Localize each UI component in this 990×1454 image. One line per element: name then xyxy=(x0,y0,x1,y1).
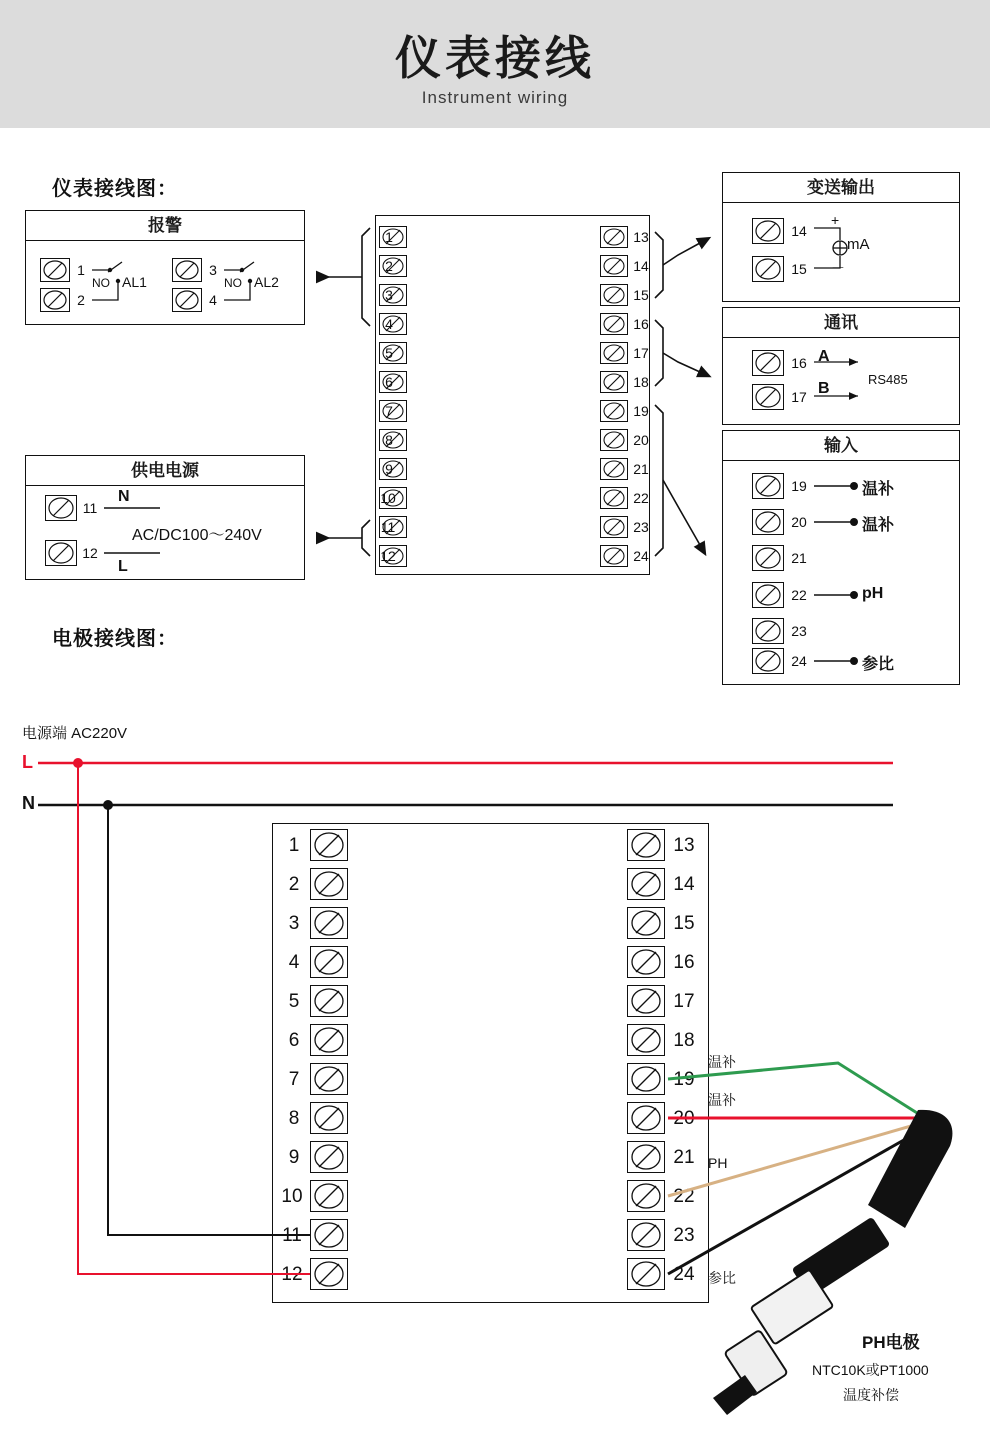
transmit-terminal-14: 14 xyxy=(791,223,807,239)
meter-top-left-num-5: 5 xyxy=(385,345,393,361)
meter-top-right-terminal-17 xyxy=(600,342,628,364)
line-n-label: N xyxy=(22,793,35,813)
screw-terminal-icon xyxy=(45,540,77,566)
screw-terminal-icon xyxy=(752,582,784,608)
meter-bottom-right-terminal-19 xyxy=(627,1063,665,1095)
screw-terminal-icon xyxy=(752,648,784,674)
meter-top-left-num-10: 10 xyxy=(380,490,396,506)
screw-terminal-icon xyxy=(172,258,202,282)
screw-terminal-icon xyxy=(172,288,202,312)
meter-top-right-num-17: 17 xyxy=(633,345,649,361)
comm-a-label: A xyxy=(818,348,830,365)
meter-bottom-right-num-24: 24 xyxy=(673,1264,695,1285)
screw-terminal-icon xyxy=(40,288,70,312)
input-terminal-22: 22 xyxy=(791,587,807,603)
meter-bottom-left-terminal-8 xyxy=(310,1102,348,1134)
meter-bottom-right-num-18: 18 xyxy=(673,1030,695,1051)
screw-terminal-icon xyxy=(752,256,784,282)
meter-bottom-left-terminal-1 xyxy=(310,829,348,861)
meter-bottom-right-num-16: 16 xyxy=(673,952,695,973)
power-terminal-12: 12 xyxy=(82,545,98,561)
meter-bottom-left-terminal-10 xyxy=(310,1180,348,1212)
alarm-terminal-3: 3 xyxy=(209,262,217,278)
comm-panel-title: 通讯 xyxy=(723,308,959,338)
meter-bottom-left-num-7: 7 xyxy=(288,1069,300,1090)
meter-top-right-terminal-21 xyxy=(600,458,628,480)
power-n-label: N xyxy=(118,488,130,505)
power-l-label: L xyxy=(118,558,128,575)
meter-bottom-left-num-11: 11 xyxy=(282,1225,302,1246)
meter-top-left-num-6: 6 xyxy=(385,374,393,390)
meter-bottom-left-terminal-7 xyxy=(310,1063,348,1095)
meter-bottom-right-terminal-23 xyxy=(627,1219,665,1251)
meter-bottom-right-num-22: 22 xyxy=(673,1186,695,1207)
meter-bottom-right-terminal-13 xyxy=(627,829,665,861)
meter-bottom-right-terminal-22 xyxy=(627,1180,665,1212)
line-l-label: L xyxy=(22,752,33,772)
page-subtitle: Instrument wiring xyxy=(421,88,569,107)
meter-bottom-right-terminal-24 xyxy=(627,1258,665,1290)
input-terminal-19: 19 xyxy=(791,478,807,494)
page-title: 仪表接线 xyxy=(395,32,595,84)
meter-bottom-left-num-4: 4 xyxy=(288,952,300,973)
input-terminal-23: 23 xyxy=(791,623,807,639)
meter-bottom-right-num-23: 23 xyxy=(673,1225,695,1246)
meter-bottom-right-num-15: 15 xyxy=(673,913,695,934)
wire-label-ref: 参比 xyxy=(708,1270,736,1286)
probe-note-2: 温度补偿 xyxy=(843,1387,899,1403)
meter-top-right-terminal-24 xyxy=(600,545,628,567)
page-header xyxy=(0,0,990,128)
comm-rs485-label: RS485 xyxy=(868,372,908,387)
meter-top-right-terminal-18 xyxy=(600,371,628,393)
electrode-diagram-heading: 电极接线图： xyxy=(52,628,178,650)
transmit-ma-label: mA xyxy=(847,236,870,253)
comm-terminal-17: 17 xyxy=(791,389,807,405)
input-panel-title: 输入 xyxy=(723,431,959,461)
wiring-diagram-heading: 仪表接线图： xyxy=(52,178,178,200)
screw-terminal-icon xyxy=(752,618,784,644)
comm-b-label: B xyxy=(818,380,830,397)
meter-bottom-left-num-5: 5 xyxy=(288,991,300,1012)
meter-top-right-num-14: 14 xyxy=(633,258,649,274)
meter-bottom-left-terminal-12 xyxy=(310,1258,348,1290)
meter-top-left-num-9: 9 xyxy=(385,461,393,477)
input-label-22: pH xyxy=(862,585,884,602)
screw-terminal-icon xyxy=(752,350,784,376)
meter-top-right-num-19: 19 xyxy=(633,403,649,419)
probe-title: PH电极 xyxy=(862,1333,920,1352)
meter-top-right-terminal-16 xyxy=(600,313,628,335)
meter-bottom-right-terminal-16 xyxy=(627,946,665,978)
meter-bottom-right-num-19: 19 xyxy=(673,1069,695,1090)
meter-top-left-num-8: 8 xyxy=(385,432,393,448)
meter-top-right-terminal-22 xyxy=(600,487,628,509)
meter-top-left-num-4: 4 xyxy=(385,316,393,332)
meter-bottom-right-num-13: 13 xyxy=(673,835,695,856)
screw-terminal-icon xyxy=(40,258,70,282)
wire-label-temp1: 温补 xyxy=(708,1054,736,1070)
meter-top-right-terminal-20 xyxy=(600,429,628,451)
meter-top-right-num-23: 23 xyxy=(633,519,649,535)
meter-bottom-right-terminal-18 xyxy=(627,1024,665,1056)
transmit-plus-label: + xyxy=(831,212,840,228)
meter-top-right-terminal-15 xyxy=(600,284,628,306)
transmit-panel-title: 变送输出 xyxy=(723,173,959,203)
meter-top-left-num-2: 2 xyxy=(385,258,393,274)
meter-top-right-num-21: 21 xyxy=(633,461,649,477)
meter-top-right-num-15: 15 xyxy=(633,287,649,303)
power-voltage-label: AC/DC100～240V xyxy=(132,527,262,544)
probe-note-1: NTC10K或PT1000 xyxy=(812,1362,929,1378)
transmit-terminal-15: 15 xyxy=(791,261,807,277)
input-label-19: 温补 xyxy=(862,481,895,498)
meter-bottom-right-terminal-21 xyxy=(627,1141,665,1173)
meter-top-left-num-3: 3 xyxy=(385,287,393,303)
alarm-al2-label: AL2 xyxy=(254,274,279,290)
meter-bottom-left-num-10: 10 xyxy=(281,1186,303,1207)
meter-top-right-num-13: 13 xyxy=(633,229,649,245)
comm-terminal-16: 16 xyxy=(791,355,807,371)
meter-bottom-left-num-6: 6 xyxy=(288,1030,300,1051)
alarm-no-label-1: NO xyxy=(92,276,110,290)
meter-bottom-right-terminal-20 xyxy=(627,1102,665,1134)
meter-bottom-right-terminal-17 xyxy=(627,985,665,1017)
alarm-panel-title: 报警 xyxy=(26,211,304,241)
alarm-terminal-4: 4 xyxy=(209,292,217,308)
meter-bottom-right-num-14: 14 xyxy=(673,874,695,895)
meter-bottom-left-num-12: 12 xyxy=(281,1264,303,1285)
meter-top-right-terminal-13 xyxy=(600,226,628,248)
input-terminal-21: 21 xyxy=(791,550,807,566)
meter-bottom-left-terminal-9 xyxy=(310,1141,348,1173)
meter-top-right-num-22: 22 xyxy=(633,490,649,506)
meter-top-right-num-18: 18 xyxy=(633,374,649,390)
meter-bottom-left-num-9: 9 xyxy=(288,1147,300,1168)
alarm-terminal-1: 1 xyxy=(77,262,85,278)
input-label-20: 温补 xyxy=(862,517,895,534)
input-terminal-20: 20 xyxy=(791,514,807,530)
meter-top-right-terminal-14 xyxy=(600,255,628,277)
meter-bottom-right-terminal-14 xyxy=(627,868,665,900)
meter-top-left-num-11: 11 xyxy=(380,519,396,535)
meter-top-right-num-20: 20 xyxy=(633,432,649,448)
alarm-no-label-2: NO xyxy=(224,276,242,290)
meter-top-right-num-24: 24 xyxy=(633,548,649,564)
transmit-minus-label: － xyxy=(831,260,845,276)
meter-bottom-right-terminal-15 xyxy=(627,907,665,939)
meter-bottom-left-num-2: 2 xyxy=(288,874,300,895)
meter-bottom-left-num-8: 8 xyxy=(288,1108,300,1129)
screw-terminal-icon xyxy=(752,545,784,571)
meter-bottom-right-num-17: 17 xyxy=(673,991,695,1012)
screw-terminal-icon xyxy=(752,509,784,535)
meter-top-left-num-1: 1 xyxy=(385,229,393,245)
meter-top-right-terminal-19 xyxy=(600,400,628,422)
meter-top-right-terminal-23 xyxy=(600,516,628,538)
meter-top-left-num-12: 12 xyxy=(380,548,396,564)
meter-bottom-left-terminal-2 xyxy=(310,868,348,900)
meter-top-left-num-7: 7 xyxy=(385,403,393,419)
screw-terminal-icon xyxy=(752,218,784,244)
meter-bottom-right-num-21: 21 xyxy=(673,1147,695,1168)
meter-bottom-right-num-20: 20 xyxy=(673,1108,695,1129)
meter-bottom-left-num-1: 1 xyxy=(288,835,300,856)
meter-bottom-left-terminal-11 xyxy=(310,1219,348,1251)
alarm-al1-label: AL1 xyxy=(122,274,147,290)
screw-terminal-icon xyxy=(45,495,77,521)
power-panel-title: 供电电源 xyxy=(26,456,304,486)
meter-top-right-num-16: 16 xyxy=(633,316,649,332)
wire-label-ph: PH xyxy=(708,1155,728,1171)
meter-bottom-left-terminal-3 xyxy=(310,907,348,939)
input-terminal-24: 24 xyxy=(791,653,807,669)
screw-terminal-icon xyxy=(752,384,784,410)
input-label-24: 参比 xyxy=(862,656,895,673)
supply-label: 电源端 AC220V xyxy=(22,725,128,742)
meter-bottom-left-terminal-6 xyxy=(310,1024,348,1056)
power-terminal-11: 11 xyxy=(82,500,98,516)
meter-bottom-left-num-3: 3 xyxy=(288,913,300,934)
alarm-terminal-2: 2 xyxy=(77,292,85,308)
meter-bottom-left-terminal-5 xyxy=(310,985,348,1017)
meter-bottom-left-terminal-4 xyxy=(310,946,348,978)
wire-label-temp2: 温补 xyxy=(708,1092,736,1108)
screw-terminal-icon xyxy=(752,473,784,499)
